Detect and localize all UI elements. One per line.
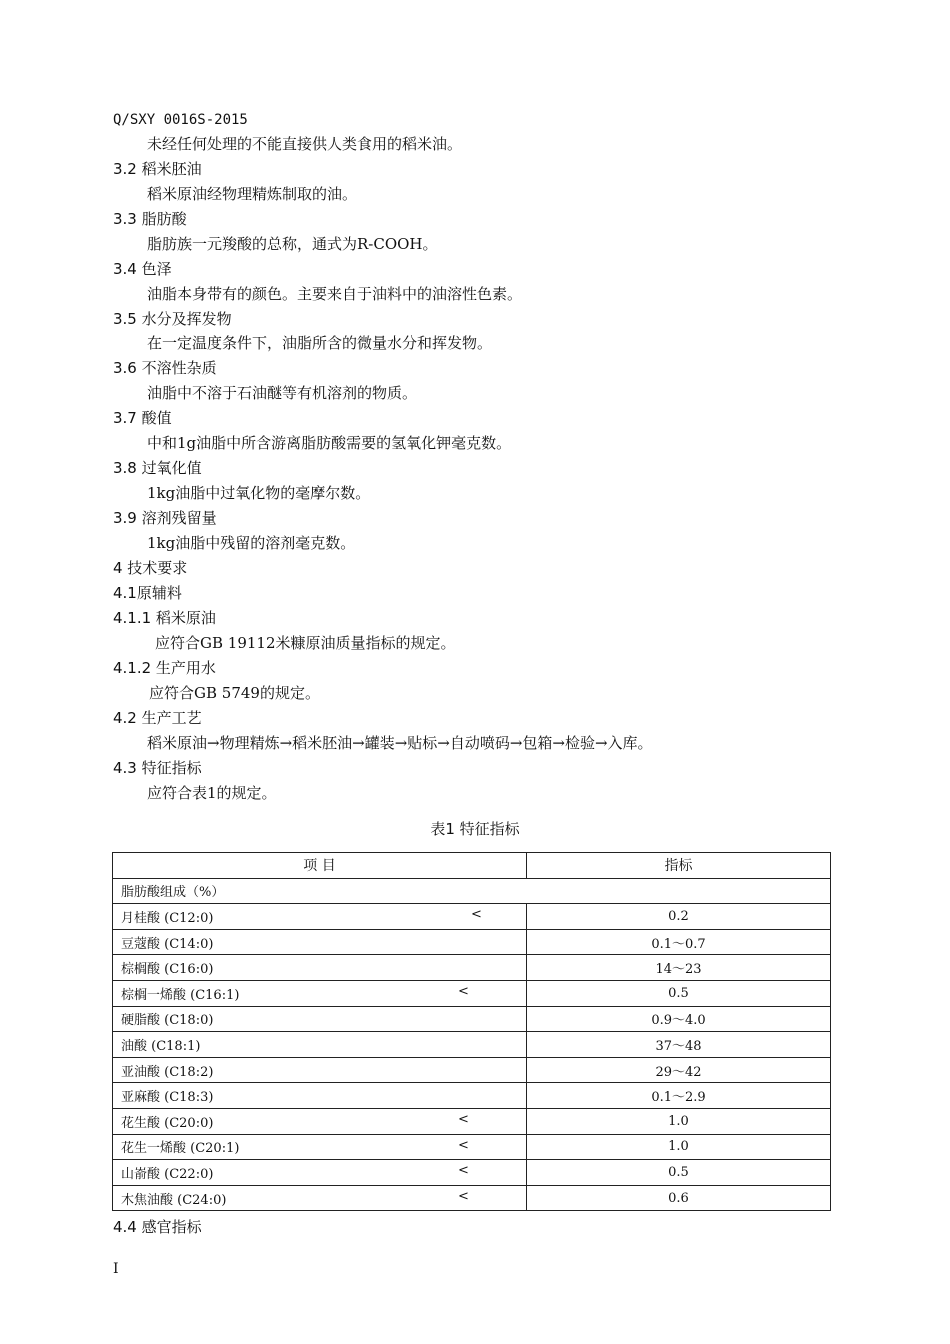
table-row (113, 980, 831, 1006)
row-item (113, 1134, 527, 1160)
section-heading: 3.4 色泽 (113, 260, 172, 278)
section-heading: 3.3 脂肪酸 (113, 210, 187, 228)
section-heading: 4.1.1 稻米原油 (113, 609, 216, 627)
section-heading: 4.4 感官指标 (113, 1218, 202, 1236)
table-group-row (113, 878, 831, 904)
row-value: 1.0 (527, 1134, 831, 1160)
body-text: 油脂中不溶于石油醚等有机溶剂的物质。 (147, 384, 418, 402)
row-item (113, 1185, 527, 1211)
column-header-item: 项 目 (113, 853, 527, 879)
less-than-sign: < (458, 1163, 469, 1179)
fatty-acid-name: 花生酸 (C20:0) (121, 1115, 214, 1131)
fatty-acid-name: 木焦油酸 (C24:0) (121, 1192, 227, 1208)
row-item (113, 929, 527, 955)
fatty-acid-name: 亚麻酸 (C18:3) (121, 1090, 214, 1106)
row-value: 37～48 (527, 1032, 831, 1058)
table-caption: 表1 特征指标 (430, 820, 520, 838)
row-item (113, 1108, 527, 1134)
row-value: 0.5 (527, 1160, 831, 1186)
section-heading: 3.8 过氧化值 (113, 459, 202, 477)
table-row (113, 1108, 831, 1134)
row-item (113, 904, 527, 930)
fatty-acid-name: 油酸 (C18:1) (121, 1038, 201, 1054)
section-heading: 3.5 水分及挥发物 (113, 310, 232, 328)
less-than-sign: < (458, 1188, 469, 1204)
fatty-acid-name: 硬脂酸 (C18:0) (121, 1013, 214, 1029)
row-item (113, 1160, 527, 1186)
column-header-value: 指标 (527, 853, 831, 879)
table-row (113, 904, 831, 930)
body-text: 1kg油脂中残留的溶剂毫克数。 (147, 534, 356, 552)
body-text: 脂肪族一元羧酸的总称，通式为R-COOH。 (147, 235, 438, 253)
fatty-acid-name: 豆蔻酸 (C14:0) (121, 936, 214, 952)
fatty-acid-name: 花生一烯酸 (C20:1) (121, 1141, 240, 1157)
row-item (113, 955, 527, 981)
document-code: Q/SXY 0016S-2015 (113, 112, 248, 128)
body-text: 稻米原油经物理精炼制取的油。 (147, 185, 358, 203)
table-row (113, 929, 831, 955)
row-item (113, 1057, 527, 1083)
less-than-sign: < (458, 1137, 469, 1153)
section-heading: 4 技术要求 (113, 559, 188, 577)
less-than-sign: < (471, 907, 482, 923)
table-row (113, 955, 831, 981)
less-than-sign: < (458, 983, 469, 999)
fatty-acid-name: 月桂酸 (C12:0) (121, 910, 214, 926)
row-value: 0.1～2.9 (527, 1083, 831, 1109)
section-heading: 3.2 稻米胚油 (113, 160, 202, 178)
row-item (113, 1006, 527, 1032)
body-text: 稻米原油→物理精炼→稻米胚油→罐装→贴标→自动喷码→包箱→检验→入库。 (147, 734, 653, 752)
body-text: 应符合表1的规定。 (147, 784, 277, 802)
fatty-acid-name: 棕榈酸 (C16:0) (121, 962, 214, 978)
body-text: 未经任何处理的不能直接供人类食用的稻米油。 (147, 135, 463, 153)
body-text: 中和1g油脂中所含游离脂肪酸需要的氢氧化钾毫克数。 (147, 434, 512, 452)
fatty-acid-name: 山嵛酸 (C22:0) (121, 1166, 214, 1182)
row-value: 0.6 (527, 1185, 831, 1211)
body-text: 油脂本身带有的颜色。主要来自于油料中的油溶性色素。 (147, 285, 523, 303)
fatty-acid-name: 亚油酸 (C18:2) (121, 1064, 214, 1080)
section-heading: 3.7 酸值 (113, 409, 172, 427)
section-heading: 4.1原辅料 (113, 584, 182, 602)
section-heading: 3.9 溶剂残留量 (113, 509, 217, 527)
section-heading: 3.6 不溶性杂质 (113, 359, 217, 377)
body-text: 在一定温度条件下，油脂所含的微量水分和挥发物。 (147, 334, 493, 352)
table-row (113, 1134, 831, 1160)
table-row (113, 1006, 831, 1032)
group-label: 脂肪酸组成（%） (113, 878, 831, 904)
row-value: 1.0 (527, 1108, 831, 1134)
table-row (113, 1032, 831, 1058)
row-item (113, 980, 527, 1006)
row-value: 29～42 (527, 1057, 831, 1083)
row-value: 0.2 (527, 904, 831, 930)
characteristics-table (112, 852, 831, 1211)
body-text: 应符合GB 5749的规定。 (149, 684, 320, 702)
row-value: 0.9～4.0 (527, 1006, 831, 1032)
table-row (113, 1057, 831, 1083)
page-number: I (113, 1261, 119, 1277)
row-value: 0.1～0.7 (527, 929, 831, 955)
table-row (113, 1083, 831, 1109)
row-item (113, 1032, 527, 1058)
row-value: 0.5 (527, 980, 831, 1006)
table-header-row (113, 853, 831, 879)
less-than-sign: < (458, 1111, 469, 1127)
table-row (113, 1185, 831, 1211)
row-value: 14～23 (527, 955, 831, 981)
section-heading: 4.3 特征指标 (113, 759, 202, 777)
body-text: 应符合GB 19112米糠原油质量指标的规定。 (155, 634, 456, 652)
body-text: 1kg油脂中过氧化物的毫摩尔数。 (147, 484, 371, 502)
section-heading: 4.2 生产工艺 (113, 709, 202, 727)
table-row (113, 1160, 831, 1186)
row-item (113, 1083, 527, 1109)
section-heading: 4.1.2 生产用水 (113, 659, 216, 677)
fatty-acid-name: 棕榈一烯酸 (C16:1) (121, 987, 240, 1003)
